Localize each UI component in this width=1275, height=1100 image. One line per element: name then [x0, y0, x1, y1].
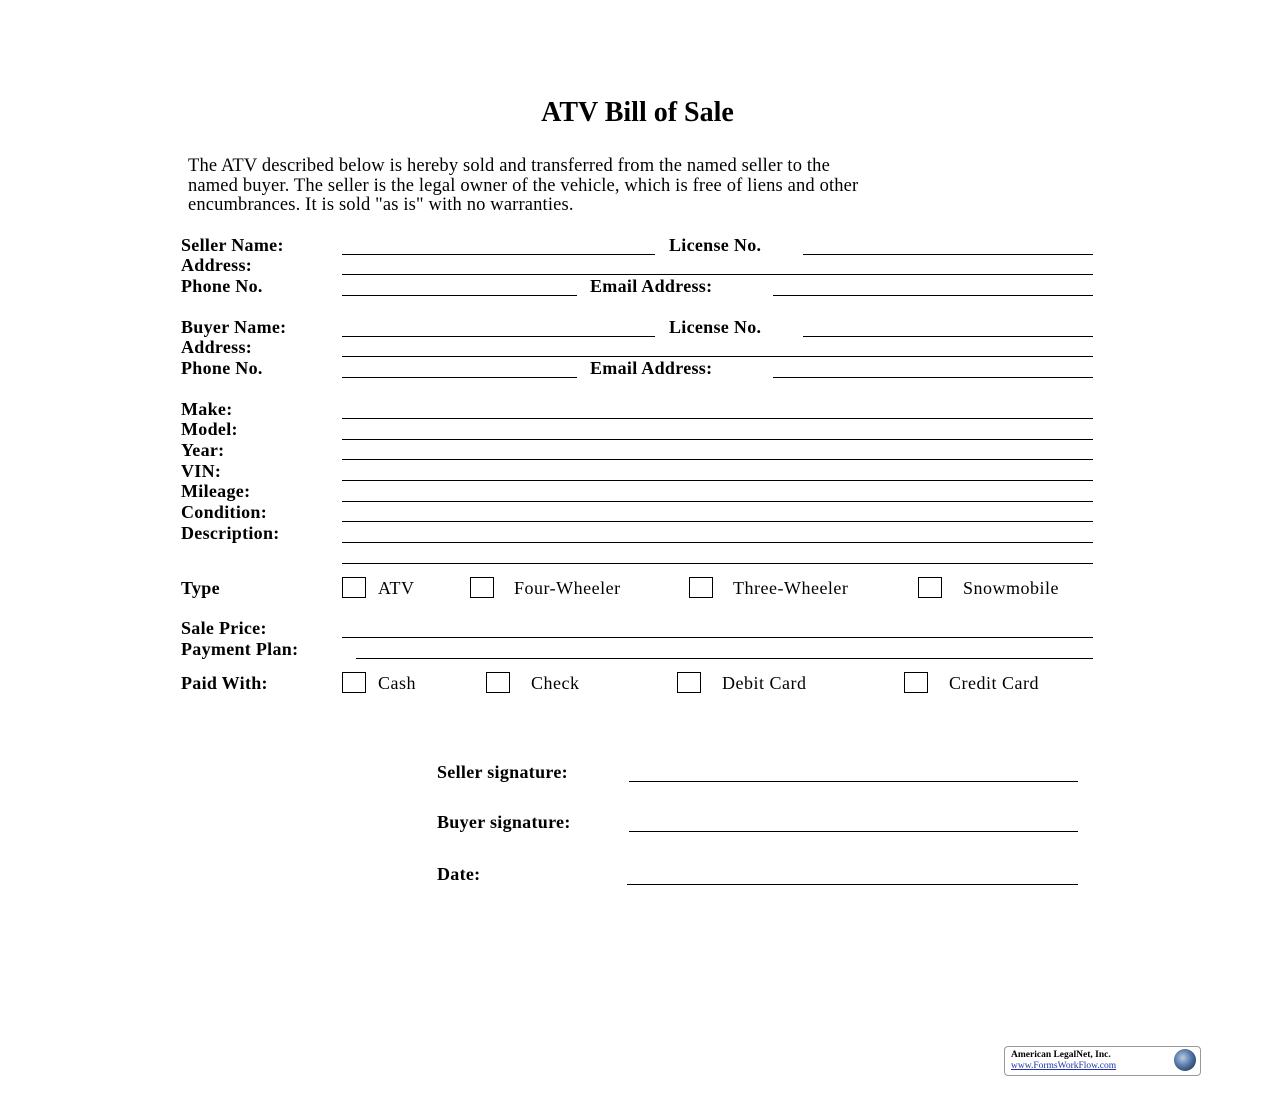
type-three-wheeler-label: Three-Wheeler — [733, 578, 849, 598]
year-label: Year: — [181, 440, 225, 460]
paid-credit-card-label: Credit Card — [949, 673, 1039, 693]
seller-license-label: License No. — [669, 235, 762, 255]
type-atv-checkbox[interactable] — [342, 577, 366, 598]
sale-price-label: Sale Price: — [181, 618, 267, 638]
buyer-license-field[interactable] — [803, 336, 1093, 337]
buyer-phone-field[interactable] — [342, 377, 577, 378]
make-field[interactable] — [342, 418, 1093, 419]
sale-price-field[interactable] — [342, 637, 1093, 638]
mileage-field[interactable] — [342, 501, 1093, 502]
payment-plan-field[interactable] — [356, 658, 1093, 659]
intro-line: named buyer. The seller is the legal owner of the vehicle, which is free of liens and other — [188, 175, 859, 196]
condition-label: Condition: — [181, 502, 268, 522]
buyer-address-field[interactable] — [342, 356, 1093, 357]
date-field[interactable] — [627, 884, 1078, 885]
buyer-license-label: License No. — [669, 317, 762, 337]
type-four-wheeler-label: Four-Wheeler — [514, 578, 621, 598]
paid-check-label: Check — [531, 673, 580, 693]
logo-url-link[interactable]: www.FormsWorkFlow.com — [1011, 1061, 1117, 1071]
type-four-wheeler-checkbox[interactable] — [470, 577, 494, 598]
buyer-email-field[interactable] — [773, 377, 1093, 378]
seller-name-field[interactable] — [342, 254, 655, 255]
intro-line: encumbrances. It is sold "as is" with no warranties. — [188, 195, 574, 215]
intro-line: The ATV described below is hereby sold and transferred from the named seller to the — [188, 156, 830, 176]
seller-address-label: Address: — [181, 255, 253, 275]
date-label: Date: — [437, 864, 481, 884]
paid-credit-card-checkbox[interactable] — [904, 672, 928, 693]
buyer-signature-label: Buyer signature: — [437, 812, 571, 832]
document-title: ATV Bill of Sale — [541, 97, 734, 128]
model-label: Model: — [181, 419, 238, 439]
type-label: Type — [181, 578, 220, 598]
seller-email-label: Email Address: — [590, 276, 713, 296]
vin-label: VIN: — [181, 461, 222, 481]
condition-field[interactable] — [342, 521, 1093, 522]
description-field-line-2[interactable] — [342, 563, 1093, 564]
buyer-name-label: Buyer Name: — [181, 317, 287, 337]
seller-email-field[interactable] — [773, 295, 1093, 296]
seller-address-field[interactable] — [342, 274, 1093, 275]
seller-signature-field[interactable] — [629, 781, 1078, 782]
buyer-name-field[interactable] — [342, 336, 655, 337]
paid-with-label: Paid With: — [181, 673, 268, 693]
paid-check-checkbox[interactable] — [486, 672, 510, 693]
buyer-signature-field[interactable] — [629, 831, 1078, 832]
paid-debit-card-label: Debit Card — [722, 673, 807, 693]
globe-icon — [1174, 1049, 1196, 1071]
payment-plan-label: Payment Plan: — [181, 639, 299, 659]
vin-field[interactable] — [342, 480, 1093, 481]
description-field[interactable] — [342, 542, 1093, 543]
year-field[interactable] — [342, 459, 1093, 460]
make-label: Make: — [181, 399, 233, 419]
mileage-label: Mileage: — [181, 481, 251, 501]
seller-signature-label: Seller signature: — [437, 762, 568, 782]
logo-company-name: American LegalNet, Inc. — [1011, 1050, 1111, 1060]
model-field[interactable] — [342, 439, 1093, 440]
type-atv-label: ATV — [378, 578, 415, 598]
buyer-address-label: Address: — [181, 337, 253, 357]
seller-phone-label: Phone No. — [181, 276, 263, 296]
paid-cash-label: Cash — [378, 673, 416, 693]
paid-cash-checkbox[interactable] — [342, 672, 366, 693]
description-label: Description: — [181, 523, 280, 543]
american-legalnet-logo[interactable] — [1004, 1046, 1201, 1076]
buyer-phone-label: Phone No. — [181, 358, 263, 378]
type-snowmobile-checkbox[interactable] — [918, 577, 942, 598]
type-three-wheeler-checkbox[interactable] — [689, 577, 713, 598]
paid-debit-card-checkbox[interactable] — [677, 672, 701, 693]
buyer-email-label: Email Address: — [590, 358, 713, 378]
seller-name-label: Seller Name: — [181, 235, 284, 255]
seller-phone-field[interactable] — [342, 295, 577, 296]
seller-license-field[interactable] — [803, 254, 1093, 255]
type-snowmobile-label: Snowmobile — [963, 578, 1060, 598]
intro-paragraph — [188, 157, 858, 216]
